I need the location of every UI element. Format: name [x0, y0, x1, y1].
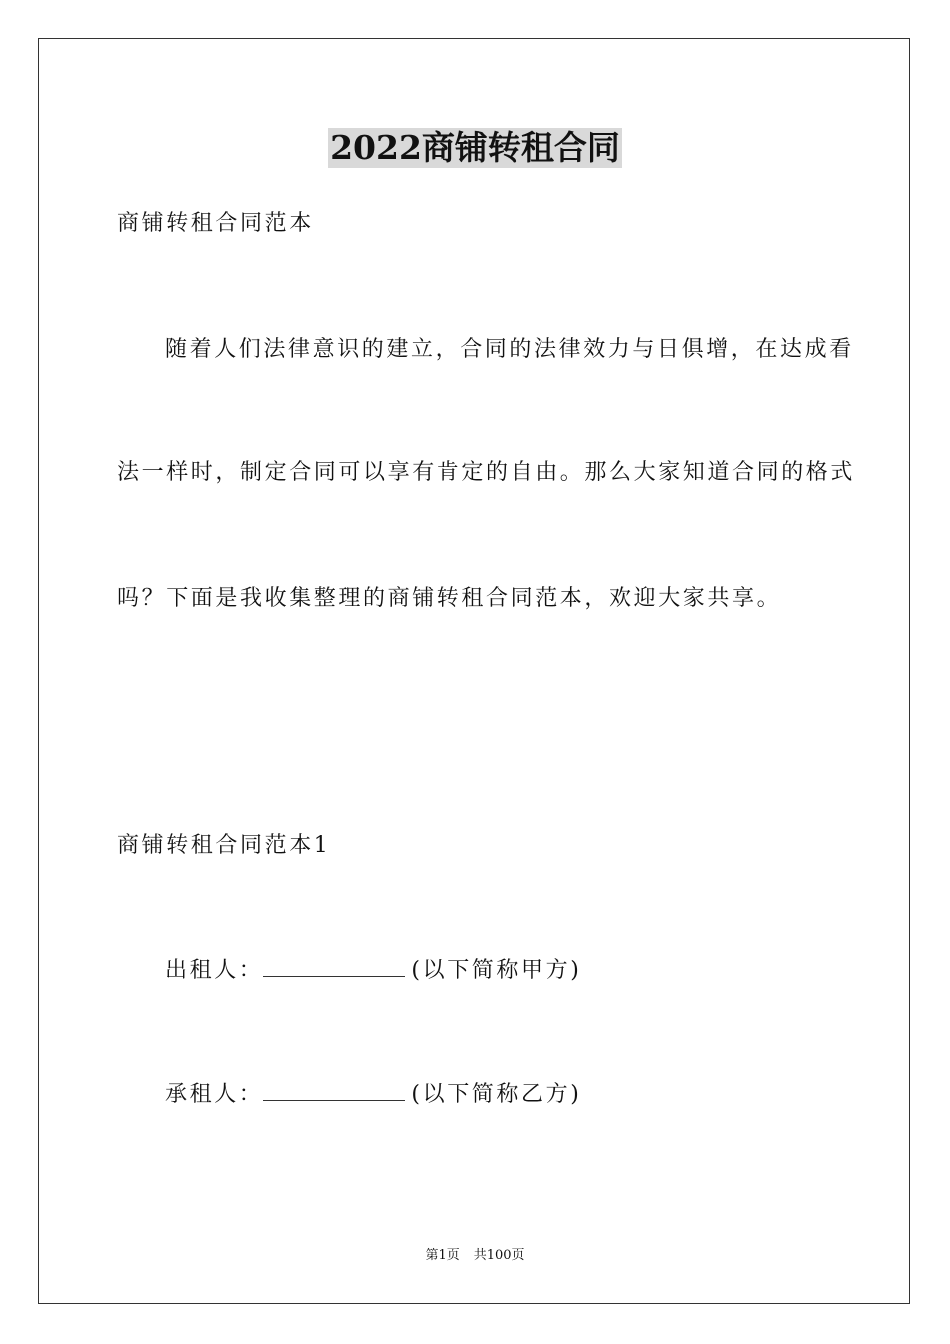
party-a-blank-field[interactable]: [263, 958, 405, 977]
party-b-label: 承租人：: [165, 1082, 264, 1107]
page-current: 第1页: [425, 1248, 460, 1263]
intro-line-3: 吗？下面是我收集整理的商铺转租合同范本，欢迎大家共享。: [117, 586, 782, 611]
document-subtitle: 商铺转租合同范本: [117, 211, 314, 236]
party-a-row: [165, 957, 581, 985]
section-heading: 商铺转租合同范本1: [117, 833, 331, 858]
intro-line-2: 法一样时，制定合同可以享有肯定的自由。那么大家知道合同的格式: [117, 460, 856, 485]
document-title: 2022商铺转租合同: [330, 128, 620, 167]
page-total: 共100页: [473, 1248, 525, 1263]
party-b-blank-field[interactable]: [263, 1082, 405, 1101]
title-container: [0, 128, 950, 168]
intro-line-1: 随着人们法律意识的建立，合同的法律效力与日俱增，在达成看: [165, 337, 854, 362]
party-b-suffix: (以下简称乙方): [411, 1082, 582, 1107]
party-a-label: 出租人：: [165, 958, 264, 983]
party-a-suffix: (以下简称甲方): [411, 958, 582, 983]
party-b-row: [165, 1081, 581, 1109]
page-footer: [0, 1247, 950, 1265]
